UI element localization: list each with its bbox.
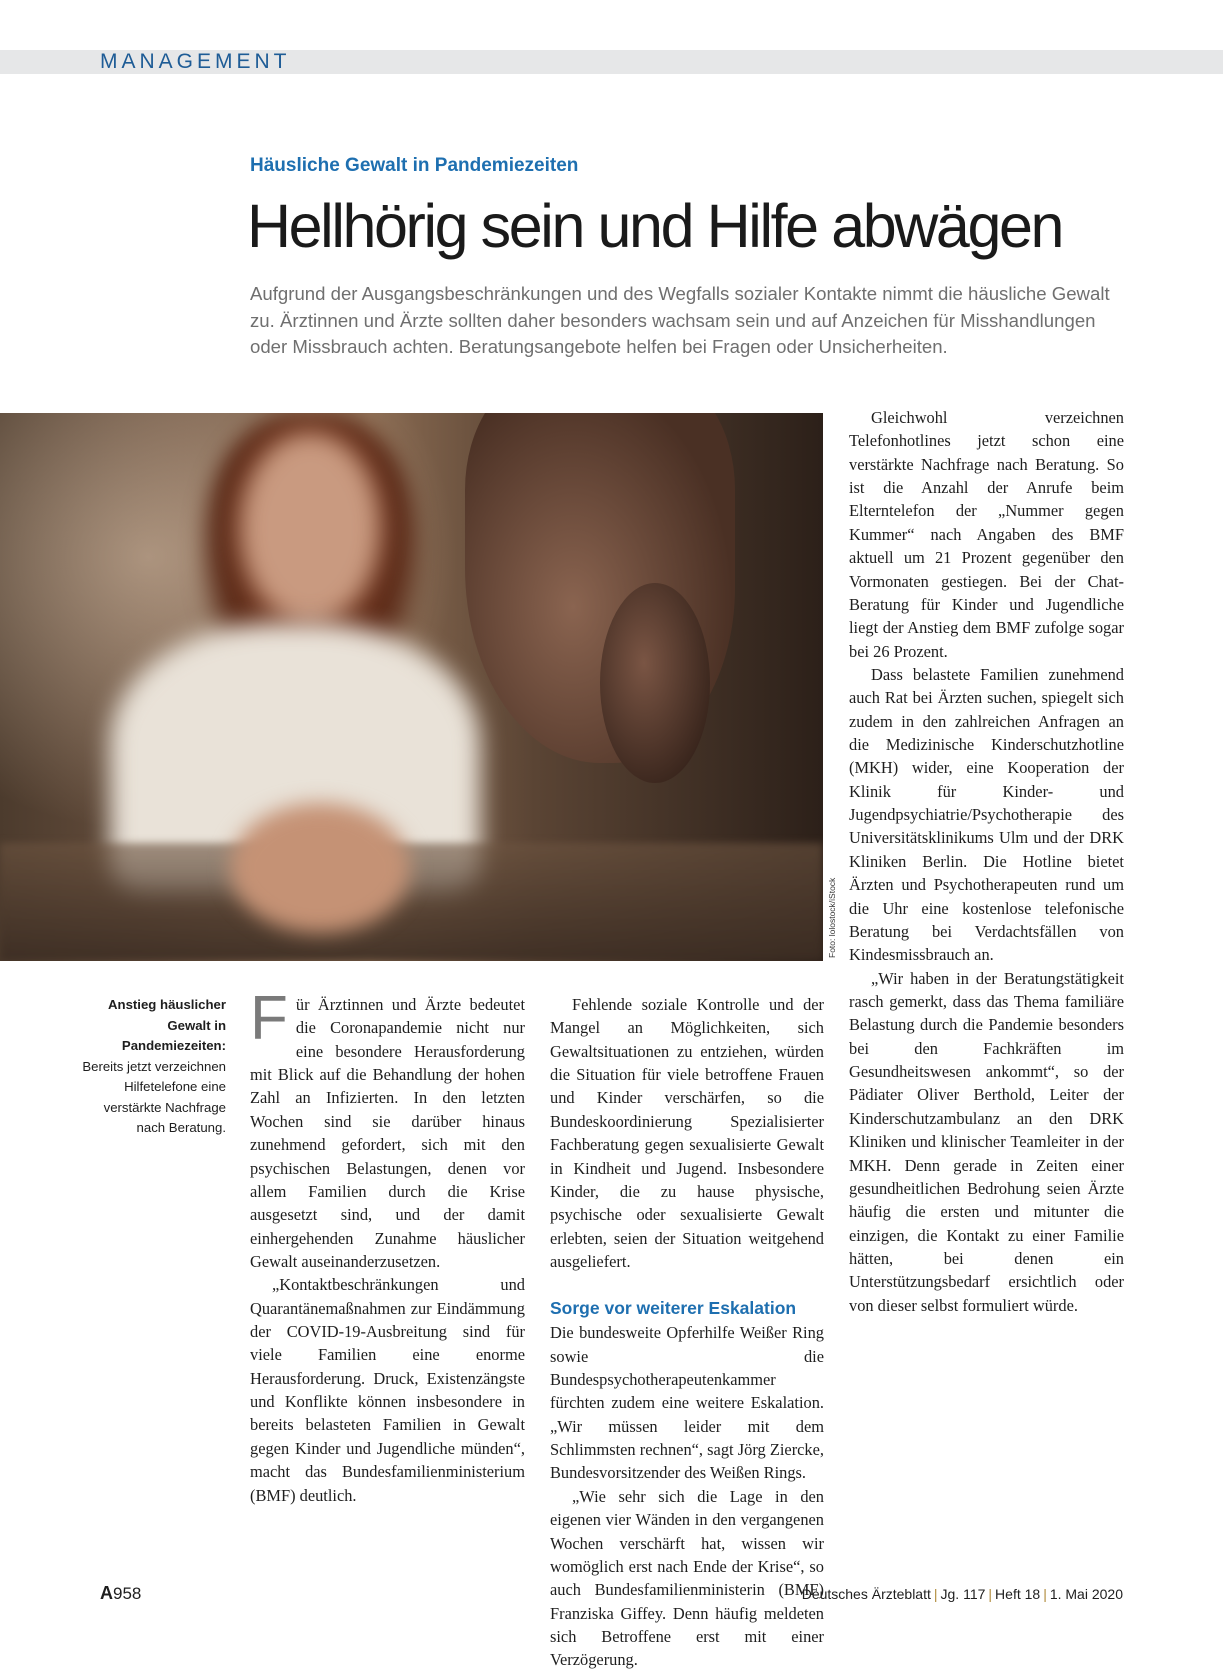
article-photo — [0, 413, 823, 961]
caption-title: Anstieg häuslicher Gewalt in Pandemiezeiten: — [108, 997, 226, 1053]
body-paragraph-2: „Kontaktbeschränkungen und Quarantänemaßnahmen zur Eindämmung der COVID-19-Ausbreitung sind für viele Familien eine enorme Herausforderung. Druck, Existenzängste und Konflikte können insbesondere in bereits belasteten Familien in Gewalt gegen Kinder und Jugendliche münden“, macht das Bundesfamilienministerium (BMF) deutlich. — [250, 1275, 525, 1505]
body-paragraph-3: Fehlende soziale Kontrolle und der Mangel an Möglichkeiten, sich Gewaltsituationen zu entziehen, würden die Situation für viele betroffene Frauen und Kinder verschärfen, so die Bundeskoordinierung Spezialisierter Fachberatung gegen sexualisierte Gewalt in Kindheit und Jugend. Insbesondere Kinder, die zu hause physische, psychische oder sexualisierte Gewalt erlebten, seien der Situation weitgehend ausgeliefert. — [550, 995, 824, 1271]
caption-text: Bereits jetzt verzeichnen Hilfetelefone eine verstärkte Nachfrage nach Beratung. — [82, 1058, 226, 1135]
body-column-1 — [250, 984, 525, 1507]
journal-issue: Heft 18 — [995, 1586, 1041, 1602]
page-number: A958 — [100, 1583, 142, 1603]
body-column-2 — [550, 993, 824, 1672]
body-column-3 — [849, 406, 1124, 1317]
journal-footer: Deutsches Ärzteblatt | Jg. 117 | Heft 18 | 1. Mai 2020 — [801, 1586, 1123, 1602]
body-paragraph-6: Gleichwohl verzeichnen Telefonhotlines jetzt schon eine verstärkte Nachfrage nach Beratung. So ist die Anzahl der Anrufe beim Elterntelefon der „Nummer gegen Kummer“ nach Angaben des BMF aktuell um 21 Prozent gegenüber den Vormonaten gestiegen. Bei der Chat-Beratung für Kinder und Jugendliche liegt der Anstieg dem BMF zufolge sogar bei 26 Prozent. — [849, 408, 1124, 661]
body-subheading: Sorge vor weiterer Eskalation — [550, 1298, 797, 1319]
article-headline: Hellhörig sein und Hilfe abwägen — [247, 192, 1063, 260]
journal-name: Deutsches Ärzteblatt — [801, 1586, 931, 1602]
body-paragraph-7: Dass belastete Familien zunehmend auch Rat bei Ärzten suchen, spiegelt sich zudem in den zahlreichen Anfragen an die Medizinische Kinderschutzhotline (MKH) wider, eine Kooperation der Klinik für Kinder- und Jugendpsychiatrie/Psychotherapie des Universitätsklinikums Ulm und der DRK Kliniken Berlin. Die Hotline bietet Ärzten und Psychotherapeuten rund um die Uhr eine kostenlose telefonische Beratung bei Verdachtsfällen von Kindesmissbrauch an. — [849, 664, 1124, 965]
section-label: MANAGEMENT — [100, 50, 291, 73]
article-kicker: Häusliche Gewalt in Pandemiezeiten — [250, 155, 579, 176]
body-paragraph-1: Für Ärztinnen und Ärzte bedeutet die Coronapandemie nicht nur eine besondere Herausforderung mit Blick auf die Behandlung der hohen Zahl an Infizierten. In den letzten Wochen sind sie darüber hinaus zunehmend gefordert, sich mit den psychischen Belastungen, denen vor allem Familien durch die Krise ausgesetzt sind, und der damit einhergehenden Zunahme häuslicher Gewalt auseinanderzusetzen. — [250, 984, 525, 1271]
drop-cap: F — [250, 984, 288, 1053]
body-paragraph-8: „Wir haben in der Beratungstätigkeit rasch gemerkt, dass das Thema familiäre Belastung durch die Pandemie besonders bei den Fachkräften im Gesundheitswesen ankommt“, so der Pädiater Oliver Berthold, Leiter der Kinderschutzambulanz an den DRK Kliniken und klinischer Teamleiter in der MKH. Denn gerade in Zeiten einer gesundheitlichen Bedrohung seien Ärzte häufig die ersten und mitunter die einzigen, die Kontakt zu einer Familie hätten, bei denen ein Unterstützungsbedarf ersichtlich oder von dieser selbst formuliert würde. — [849, 968, 1124, 1315]
article-lead: Aufgrund der Ausgangsbeschränkungen und des Wegfalls sozialer Kontakte nimmt die häusliche Gewalt zu. Ärztinnen und Ärzte sollten daher besonders wachsam sein und auf Anzeichen für Misshandlungen oder Missbrauch achten. Beratungsangebote helfen bei Fragen oder Unsicherheiten. — [250, 283, 1110, 357]
journal-date: 1. Mai 2020 — [1049, 1586, 1123, 1602]
photo-credit: Foto: lolostock/iStock — [827, 877, 837, 958]
body-paragraph-5: „Wie sehr sich die Lage in den eigenen vier Wänden in den vergangenen Wochen verschärft hat, wissen wir womöglich erst nach Ende der Krise“, so auch Bundesfamilienministerin (BMF) Franziska Giffey. Denn häufig meldeten sich Betroffene erst mit einer Verzögerung. — [550, 1486, 824, 1670]
photo-caption — [80, 995, 226, 1139]
body-paragraph-4: Die bundesweite Opferhilfe Weißer Ring sowie die Bundespsychotherapeutenkammer fürchten zudem eine weitere Eskalation. „Wir müssen leider mit dem Schlimmsten rechnen“, sagt Jörg Ziercke, Bundesvorsitzender des Weißen Rings. — [550, 1323, 824, 1483]
journal-volume: Jg. 117 — [940, 1586, 986, 1602]
